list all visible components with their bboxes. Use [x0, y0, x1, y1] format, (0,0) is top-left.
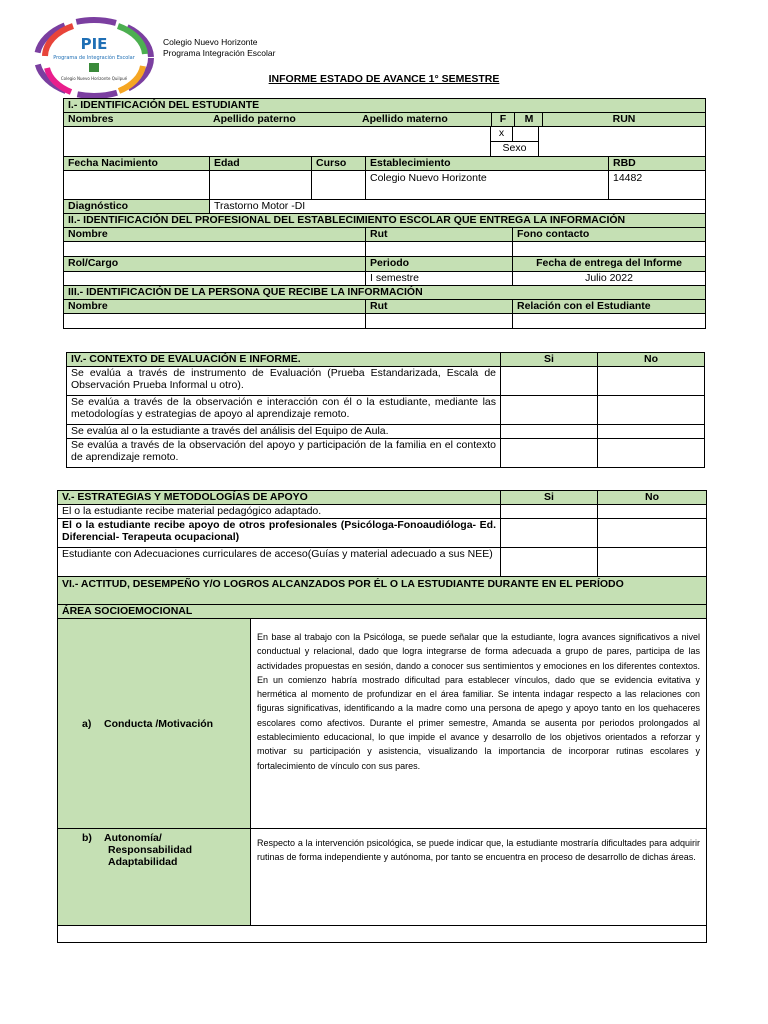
- pie-logo: [33, 16, 155, 100]
- label-rbd: RBD: [609, 157, 706, 171]
- area-a-letter: a): [82, 717, 92, 730]
- label-apellido-paterno: Apellido paterno: [213, 113, 296, 125]
- area-b-label: [58, 829, 251, 926]
- support-row-3-no: [598, 548, 707, 577]
- label-m: M: [516, 113, 543, 126]
- identification-table: [63, 98, 706, 329]
- label-diagnostico: Diagnóstico: [64, 200, 210, 214]
- section-1-title: I.- IDENTIFICACIÓN DEL ESTUDIANTE: [64, 99, 706, 113]
- area-a-text: En base al trabajo con la Psicóloga, se puede señalar que la estudiante, logra avances significativos a nivel conductual y relacional, dado que logra integrarse de forma adecuada a grupo de pares, participa de las actividades propuestas en sesión, dando a conocer sus sentimientos y emociones en los diferentes contextos. En un comienzo habría mostrado dificultad para establecer vínculos, dado que se evidencia evitativa y hermética al momento de profundizar en el área familiar. Se intenta indagar respecto a las relaciones con figuras significativas, identificando a la madre como una persona de apego y apoyo tanto en los quehaceres escolares como afectivos. Durante el primer semestre, Amanda se ausenta por periodos prolongados al establecimiento educacional, lo que impide el avance y desarrollo de los objetivos orientados a reforzar y motivar su participación y asistencia, visualizando la importancia de incorporar rutinas escolares y fortalecimiento de vínculo con sus pares.: [251, 619, 707, 829]
- nombres-value: [64, 127, 491, 157]
- rbd-value: 14482: [609, 171, 706, 200]
- label-fono-contacto: Fono contacto: [513, 228, 706, 242]
- sexo-f-mark: x: [491, 127, 513, 142]
- document-title: INFORME ESTADO DE AVANCE 1° SEMESTRE: [268, 73, 500, 85]
- eval-row-4-no: [598, 439, 705, 468]
- label-nombres: Nombres: [68, 113, 114, 125]
- eval-row-2: Se evalúa a través de la observación e interacción con él o la estudiante, mediante las metodologías y estrategias de apoyo al aprendizaje remoto.: [67, 396, 501, 425]
- support-row-2-si: [501, 519, 598, 548]
- support-row-1-si: [501, 505, 598, 519]
- periodo-value: I semestre: [366, 272, 513, 286]
- label-apellido-materno: Apellido materno: [362, 113, 448, 125]
- eval-row-1: Se evalúa a través de instrumento de Evaluación (Prueba Estandarizada, Escala de Observación Prueba Informal u otro).: [67, 367, 501, 396]
- label-fecha-entrega: Fecha de entrega del Informe: [513, 257, 706, 272]
- rut-profesional-value: [366, 242, 513, 257]
- label-rut-profesional: Rut: [366, 228, 513, 242]
- logo-pie-text: PIE: [80, 35, 108, 53]
- support-row-1-no: [598, 505, 707, 519]
- run-value: [539, 127, 706, 157]
- program-name: Programa Integración Escolar: [163, 48, 276, 58]
- rol-cargo-value: [64, 272, 366, 286]
- section-2-title: II.- IDENTIFICACIÓN DEL PROFESIONAL DEL ESTABLECIMIENTO ESCOLAR QUE ENTREGA LA INFORMACIÓN: [64, 214, 706, 228]
- label-edad: Edad: [210, 157, 312, 171]
- label-rut-receptor: Rut: [366, 300, 513, 314]
- label-rol-cargo: Rol/Cargo: [64, 257, 366, 272]
- section-6-title: VI.- ACTITUD, DESEMPEÑO Y/O LOGROS ALCANZADOS POR ÉL O LA ESTUDIANTE DURANTE EN EL PERÍODO: [58, 577, 707, 605]
- eval-row-1-no: [598, 367, 705, 396]
- eval-row-3-si: [501, 425, 598, 439]
- area-b-title-3: Adaptabilidad: [108, 856, 178, 868]
- section-5-title: V.- ESTRATEGIAS Y METODOLOGÍAS DE APOYO: [58, 491, 501, 505]
- fecha-entrega-value: Julio 2022: [513, 272, 706, 286]
- label-curso: Curso: [312, 157, 366, 171]
- support-row-3-si: [501, 548, 598, 577]
- school-name: Colegio Nuevo Horizonte: [163, 37, 258, 47]
- area-a-label: [58, 619, 251, 829]
- diagnostico-value: Trastorno Motor -DI: [210, 200, 706, 214]
- rut-receptor-value: [366, 314, 513, 329]
- support-row-2: El o la estudiante recibe apoyo de otros profesionales (Psicóloga-Fonoaudióloga- Ed. Diferencial- Terapeuta ocupacional): [58, 519, 501, 548]
- eval-row-3-no: [598, 425, 705, 439]
- label-establecimiento: Establecimiento: [366, 157, 609, 171]
- edad-value: [210, 171, 312, 200]
- label-sexo: Sexo: [491, 142, 539, 157]
- eval-row-4: Se evalúa a través de la observación del apoyo y participación de la familia en el contexto de aprendizaje remoto.: [67, 439, 501, 468]
- establecimiento-value: Colegio Nuevo Horizonte: [366, 171, 609, 200]
- section-3-title: III.- IDENTIFICACIÓN DE LA PERSONA QUE RECIBE LA INFORMACIÓN: [64, 286, 706, 300]
- logo-small-text: Colegio Nuevo Horizonte Quilpué: [60, 76, 128, 81]
- area-b-letter: b): [82, 832, 92, 844]
- label-relacion-estudiante: Relación con el Estudiante: [513, 300, 706, 314]
- relacion-estudiante-value: [513, 314, 706, 329]
- nombre-receptor-value: [64, 314, 366, 329]
- fecha-nacimiento-value: [64, 171, 210, 200]
- fono-contacto-value: [513, 242, 706, 257]
- label-nombre-profesional: Nombre: [64, 228, 366, 242]
- support-row-1: El o la estudiante recibe material pedagógico adaptado.: [58, 505, 501, 519]
- label-run: RUN: [612, 113, 636, 125]
- section-4-no: No: [598, 353, 705, 367]
- support-row-3: Estudiante con Adecuaciones curriculares de acceso(Guías y material adecuado a sus NEE): [58, 548, 501, 577]
- label-f: F: [491, 113, 515, 126]
- label-nombre-receptor: Nombre: [64, 300, 366, 314]
- curso-value: [312, 171, 366, 200]
- eval-row-4-si: [501, 439, 598, 468]
- support-row-2-no: [598, 519, 707, 548]
- eval-row-2-no: [598, 396, 705, 425]
- area-a-title: Conducta /Motivación: [104, 717, 214, 730]
- label-fecha-nacimiento: Fecha Nacimiento: [64, 157, 210, 171]
- eval-row-1-si: [501, 367, 598, 396]
- logo-subtitle: Programa de Integración Escolar: [53, 55, 135, 61]
- blank-row: [58, 926, 707, 943]
- support-strategies-table: [57, 490, 707, 943]
- area-b-title-1: Autonomía/: [104, 832, 162, 844]
- section-5-si: Si: [501, 491, 598, 505]
- label-periodo: Periodo: [366, 257, 513, 272]
- area-socioemocional-title: ÁREA SOCIOEMOCIONAL: [58, 605, 707, 619]
- eval-row-3: Se evalúa al o la estudiante a través del análisis del Equipo de Aula.: [67, 425, 501, 439]
- eval-row-2-si: [501, 396, 598, 425]
- section-5-no: No: [598, 491, 707, 505]
- nombre-profesional-value: [64, 242, 366, 257]
- area-b-text: Respecto a la intervención psicológica, se puede indicar que, la estudiante mostraría dificultades para adquirir rutinas de forma independiente y autónoma, por tanto se encuentra en proceso de desarrollo de dichas áreas.: [251, 829, 707, 926]
- section-4-si: Si: [501, 353, 598, 367]
- sexo-m-mark: [513, 127, 539, 142]
- area-b-title-2: Responsabilidad: [108, 844, 193, 856]
- evaluation-context-table: [66, 352, 705, 468]
- section-4-title: IV.- CONTEXTO DE EVALUACIÓN E INFORME.: [67, 353, 501, 367]
